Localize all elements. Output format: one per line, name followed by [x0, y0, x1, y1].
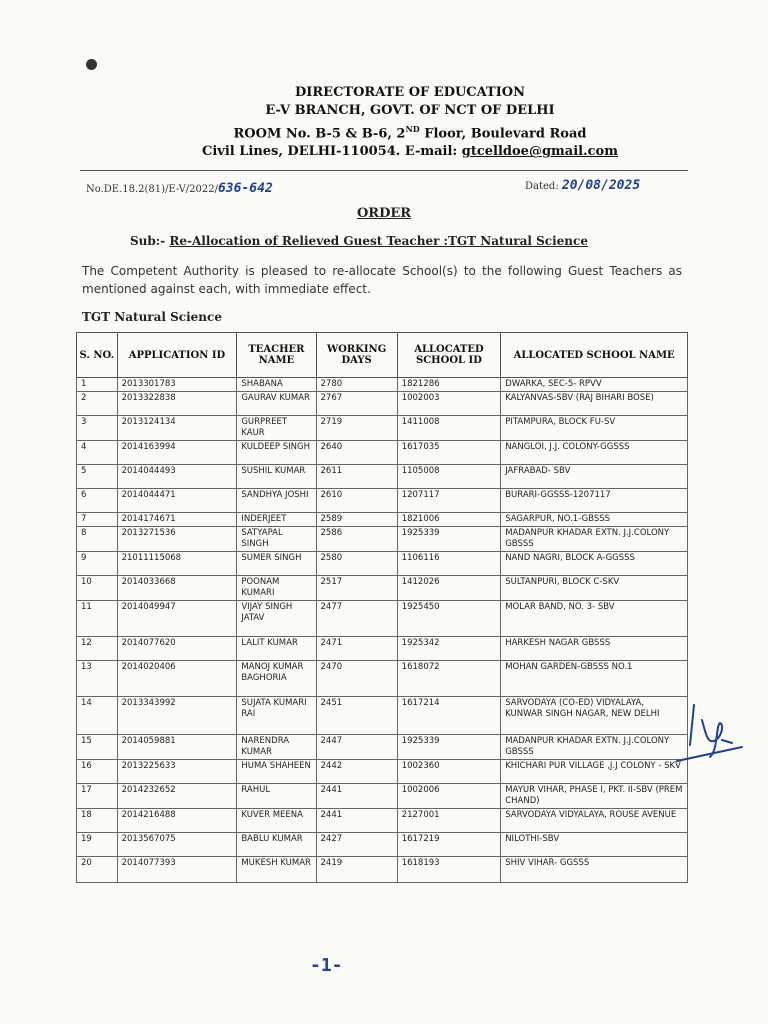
- cell-school-id: 1821006: [397, 513, 501, 527]
- table-row: [77, 378, 688, 392]
- date-handwritten: 20/08/2025: [561, 178, 641, 193]
- cell-teacher-name: MANOJ KUMAR BAGHORIA: [237, 661, 316, 697]
- cell-working-days: 2427: [316, 833, 397, 857]
- cell-school-id: 1925450: [397, 601, 501, 637]
- cell-school-id: 2127001: [397, 809, 501, 833]
- table-header-row: [77, 333, 688, 378]
- cell-working-days: 2471: [316, 637, 397, 661]
- cell-school-name: NANGLOI, J.J. COLONY-GGSSS: [501, 441, 688, 465]
- cell-application-id: 2014216488: [117, 809, 237, 833]
- cell-teacher-name: BABLU KUMAR: [237, 833, 316, 857]
- cell-school-name: NILOTHI-SBV: [501, 833, 688, 857]
- cell-working-days: 2447: [316, 735, 397, 760]
- cell-application-id: 2013271536: [117, 527, 237, 552]
- cell-teacher-name: SUSHIL KUMAR: [237, 465, 316, 489]
- cell-teacher-name: INDERJEET: [237, 513, 316, 527]
- header-school-id: ALLOCATED SCHOOL ID: [397, 333, 501, 378]
- letterhead-line-3-pre: ROOM No. B-5 & B-6, 2: [233, 126, 406, 142]
- cell-sno: 9: [77, 552, 118, 576]
- cell-teacher-name: VIJAY SINGH JATAV: [237, 601, 316, 637]
- cell-school-id: 1002006: [397, 784, 501, 809]
- cell-school-id: 1617035: [397, 441, 501, 465]
- cell-application-id: 2013343992: [117, 697, 237, 735]
- reference-number-handwritten: 636-642: [217, 181, 273, 196]
- table-row: [77, 857, 688, 883]
- cell-application-id: 2014059881: [117, 735, 237, 760]
- cell-working-days: 2586: [316, 527, 397, 552]
- table-row: [77, 465, 688, 489]
- cell-school-id: 1412026: [397, 576, 501, 601]
- header-divider: [80, 170, 688, 171]
- cell-sno: 4: [77, 441, 118, 465]
- date-label: Dated:: [525, 181, 559, 192]
- letterhead-address: Civil Lines, DELHI-110054. E-mail:: [202, 144, 462, 160]
- subject-text: Re-Allocation of Relieved Guest Teacher :TGT Natural Science: [169, 234, 588, 248]
- cell-working-days: 2451: [316, 697, 397, 735]
- cell-school-id: 1925339: [397, 527, 501, 552]
- table-row: [77, 637, 688, 661]
- cell-teacher-name: SUMER SINGH: [237, 552, 316, 576]
- cell-application-id: 2014044493: [117, 465, 237, 489]
- cell-school-id: 1105008: [397, 465, 501, 489]
- letterhead-line-1: DIRECTORATE OF EDUCATION: [295, 85, 525, 100]
- allocation-table: [76, 332, 688, 883]
- page-number: -1-: [310, 955, 343, 976]
- table-row: [77, 513, 688, 527]
- cell-sno: 5: [77, 465, 118, 489]
- cell-school-id: 1925342: [397, 637, 501, 661]
- cell-sno: 18: [77, 809, 118, 833]
- table-row: [77, 489, 688, 513]
- cell-working-days: 2611: [316, 465, 397, 489]
- cell-sno: 19: [77, 833, 118, 857]
- table-row: [77, 661, 688, 697]
- cell-working-days: 2442: [316, 760, 397, 784]
- cell-application-id: 2014077620: [117, 637, 237, 661]
- cell-teacher-name: HUMA SHAHEEN: [237, 760, 316, 784]
- cell-application-id: 2014020406: [117, 661, 237, 697]
- cell-school-id: 1618193: [397, 857, 501, 883]
- cell-sno: 6: [77, 489, 118, 513]
- cell-teacher-name: GAURAV KUMAR: [237, 392, 316, 416]
- cell-application-id: 2014033668: [117, 576, 237, 601]
- handwritten-signature-icon: [672, 695, 752, 765]
- cell-school-name: SAGARPUR, NO.1-GBSSS: [501, 513, 688, 527]
- cell-school-name: KHICHARI PUR VILLAGE ,J.J COLONY - SKV: [501, 760, 688, 784]
- table-row: [77, 416, 688, 441]
- cell-application-id: 2013567075: [117, 833, 237, 857]
- cell-school-name: SULTANPURI, BLOCK C-SKV: [501, 576, 688, 601]
- cell-application-id: 2014163994: [117, 441, 237, 465]
- letterhead: [150, 84, 670, 161]
- cell-teacher-name: POONAM KUMARI: [237, 576, 316, 601]
- cell-application-id: 2014077393: [117, 857, 237, 883]
- cell-teacher-name: SANDHYA JOSHI: [237, 489, 316, 513]
- cell-school-id: 1618072: [397, 661, 501, 697]
- cell-sno: 17: [77, 784, 118, 809]
- cell-sno: 14: [77, 697, 118, 735]
- cell-school-name: NAND NAGRI, BLOCK A-GGSSS: [501, 552, 688, 576]
- cell-teacher-name: SATYAPAL SINGH: [237, 527, 316, 552]
- cell-teacher-name: LALIT KUMAR: [237, 637, 316, 661]
- cell-sno: 15: [77, 735, 118, 760]
- order-paragraph: The Competent Authority is pleased to re-allocate School(s) to the following Guest Teachers as mentioned against each, with immediate effect.: [82, 264, 682, 296]
- cell-teacher-name: GURPREET KAUR: [237, 416, 316, 441]
- cell-working-days: 2640: [316, 441, 397, 465]
- letterhead-line-4: [150, 143, 670, 161]
- cell-teacher-name: KULDEEP SINGH: [237, 441, 316, 465]
- cell-sno: 8: [77, 527, 118, 552]
- table-row: [77, 833, 688, 857]
- reference-number: [86, 181, 273, 196]
- cell-school-id: 1821286: [397, 378, 501, 392]
- cell-teacher-name: SHABANA: [237, 378, 316, 392]
- reference-number-printed: No.DE.18.2(81)/E-V/2022/: [86, 184, 218, 195]
- cell-application-id: 2013225633: [117, 760, 237, 784]
- cell-sno: 2: [77, 392, 118, 416]
- cell-application-id: 2014044471: [117, 489, 237, 513]
- cell-school-name: MADANPUR KHADAR EXTN. J.J.COLONY GBSSS: [501, 527, 688, 552]
- cell-school-id: 1617219: [397, 833, 501, 857]
- cell-application-id: 21011115068: [117, 552, 237, 576]
- cell-working-days: 2580: [316, 552, 397, 576]
- cell-working-days: 2589: [316, 513, 397, 527]
- cell-working-days: 2610: [316, 489, 397, 513]
- cell-application-id: 2013301783: [117, 378, 237, 392]
- cell-school-name: KALYANVAS-SBV (RAJ BIHARI BOSE): [501, 392, 688, 416]
- table-row: [77, 760, 688, 784]
- table-row: [77, 441, 688, 465]
- punch-hole-mark: [86, 59, 97, 70]
- header-application-id: APPLICATION ID: [117, 333, 237, 378]
- cell-school-name: JAFRABAD- SBV: [501, 465, 688, 489]
- header-sno: S. NO.: [77, 333, 118, 378]
- table-row: [77, 392, 688, 416]
- cell-working-days: 2441: [316, 809, 397, 833]
- cell-school-id: 1106116: [397, 552, 501, 576]
- cell-teacher-name: SUJATA KUMARI RAI: [237, 697, 316, 735]
- cell-working-days: 2470: [316, 661, 397, 697]
- section-title: TGT Natural Science: [82, 310, 222, 324]
- cell-sno: 7: [77, 513, 118, 527]
- cell-school-name: SHIV VIHAR- GGSSS: [501, 857, 688, 883]
- cell-school-id: 1002003: [397, 392, 501, 416]
- cell-working-days: 2419: [316, 857, 397, 883]
- table-row: [77, 697, 688, 735]
- cell-school-name: MOHAN GARDEN-GBSSS NO.1: [501, 661, 688, 697]
- cell-school-name: HARKESH NAGAR GBSSS: [501, 637, 688, 661]
- cell-school-id: 1925339: [397, 735, 501, 760]
- letterhead-line-2: E-V BRANCH, GOVT. OF NCT OF DELHI: [265, 103, 555, 118]
- letterhead-line-3: [150, 120, 670, 143]
- cell-school-id: 1617214: [397, 697, 501, 735]
- cell-application-id: 2014174671: [117, 513, 237, 527]
- letterhead-line-3-sup: ND: [405, 124, 420, 134]
- table-row: [77, 601, 688, 637]
- cell-school-name: SARVODAYA VIDYALAYA, ROUSE AVENUE: [501, 809, 688, 833]
- table-row: [77, 809, 688, 833]
- date-field: [525, 178, 640, 193]
- cell-school-name: DWARKA, SEC-5- RPVV: [501, 378, 688, 392]
- order-title: ORDER: [356, 206, 412, 221]
- cell-sno: 13: [77, 661, 118, 697]
- cell-working-days: 2767: [316, 392, 397, 416]
- subject-label: Sub:-: [130, 234, 170, 248]
- table-row: [77, 784, 688, 809]
- cell-teacher-name: NARENDRA KUMAR: [237, 735, 316, 760]
- cell-school-name: BURARI-GGSSS-1207117: [501, 489, 688, 513]
- header-teacher-name: TEACHER NAME: [237, 333, 316, 378]
- table-row: [77, 576, 688, 601]
- cell-application-id: 2013124134: [117, 416, 237, 441]
- header-school-name: ALLOCATED SCHOOL NAME: [501, 333, 688, 378]
- table-row: [77, 735, 688, 760]
- header-working-days: WORKING DAYS: [316, 333, 397, 378]
- cell-sno: 16: [77, 760, 118, 784]
- cell-sno: 3: [77, 416, 118, 441]
- cell-school-name: MOLAR BAND, NO. 3- SBV: [501, 601, 688, 637]
- letterhead-line-3-post: Floor, Boulevard Road: [419, 126, 587, 142]
- cell-teacher-name: MUKESH KUMAR: [237, 857, 316, 883]
- cell-sno: 11: [77, 601, 118, 637]
- cell-school-name: MAYUR VIHAR, PHASE I, PKT. II-SBV (PREM CHAND): [501, 784, 688, 809]
- cell-school-name: MADANPUR KHADAR EXTN. J.J.COLONY GBSSS: [501, 735, 688, 760]
- cell-application-id: 2014049947: [117, 601, 237, 637]
- cell-school-id: 1411008: [397, 416, 501, 441]
- cell-working-days: 2517: [316, 576, 397, 601]
- cell-working-days: 2719: [316, 416, 397, 441]
- cell-application-id: 2013322838: [117, 392, 237, 416]
- cell-working-days: 2477: [316, 601, 397, 637]
- cell-sno: 1: [77, 378, 118, 392]
- cell-application-id: 2014232652: [117, 784, 237, 809]
- cell-sno: 10: [77, 576, 118, 601]
- cell-school-name: PITAMPURA, BLOCK FU-SV: [501, 416, 688, 441]
- subject-line: [130, 234, 588, 248]
- table-row: [77, 527, 688, 552]
- cell-teacher-name: KUVER MEENA: [237, 809, 316, 833]
- table-row: [77, 552, 688, 576]
- cell-working-days: 2780: [316, 378, 397, 392]
- email-link[interactable]: gtcelldoe@gmail.com: [461, 144, 618, 160]
- cell-school-id: 1207117: [397, 489, 501, 513]
- cell-working-days: 2441: [316, 784, 397, 809]
- cell-sno: 20: [77, 857, 118, 883]
- cell-sno: 12: [77, 637, 118, 661]
- cell-teacher-name: RAHUL: [237, 784, 316, 809]
- cell-school-name: SARVODAYA (CO-ED) VIDYALAYA, KUNWAR SINGH NAGAR, NEW DELHI: [501, 697, 688, 735]
- cell-school-id: 1002360: [397, 760, 501, 784]
